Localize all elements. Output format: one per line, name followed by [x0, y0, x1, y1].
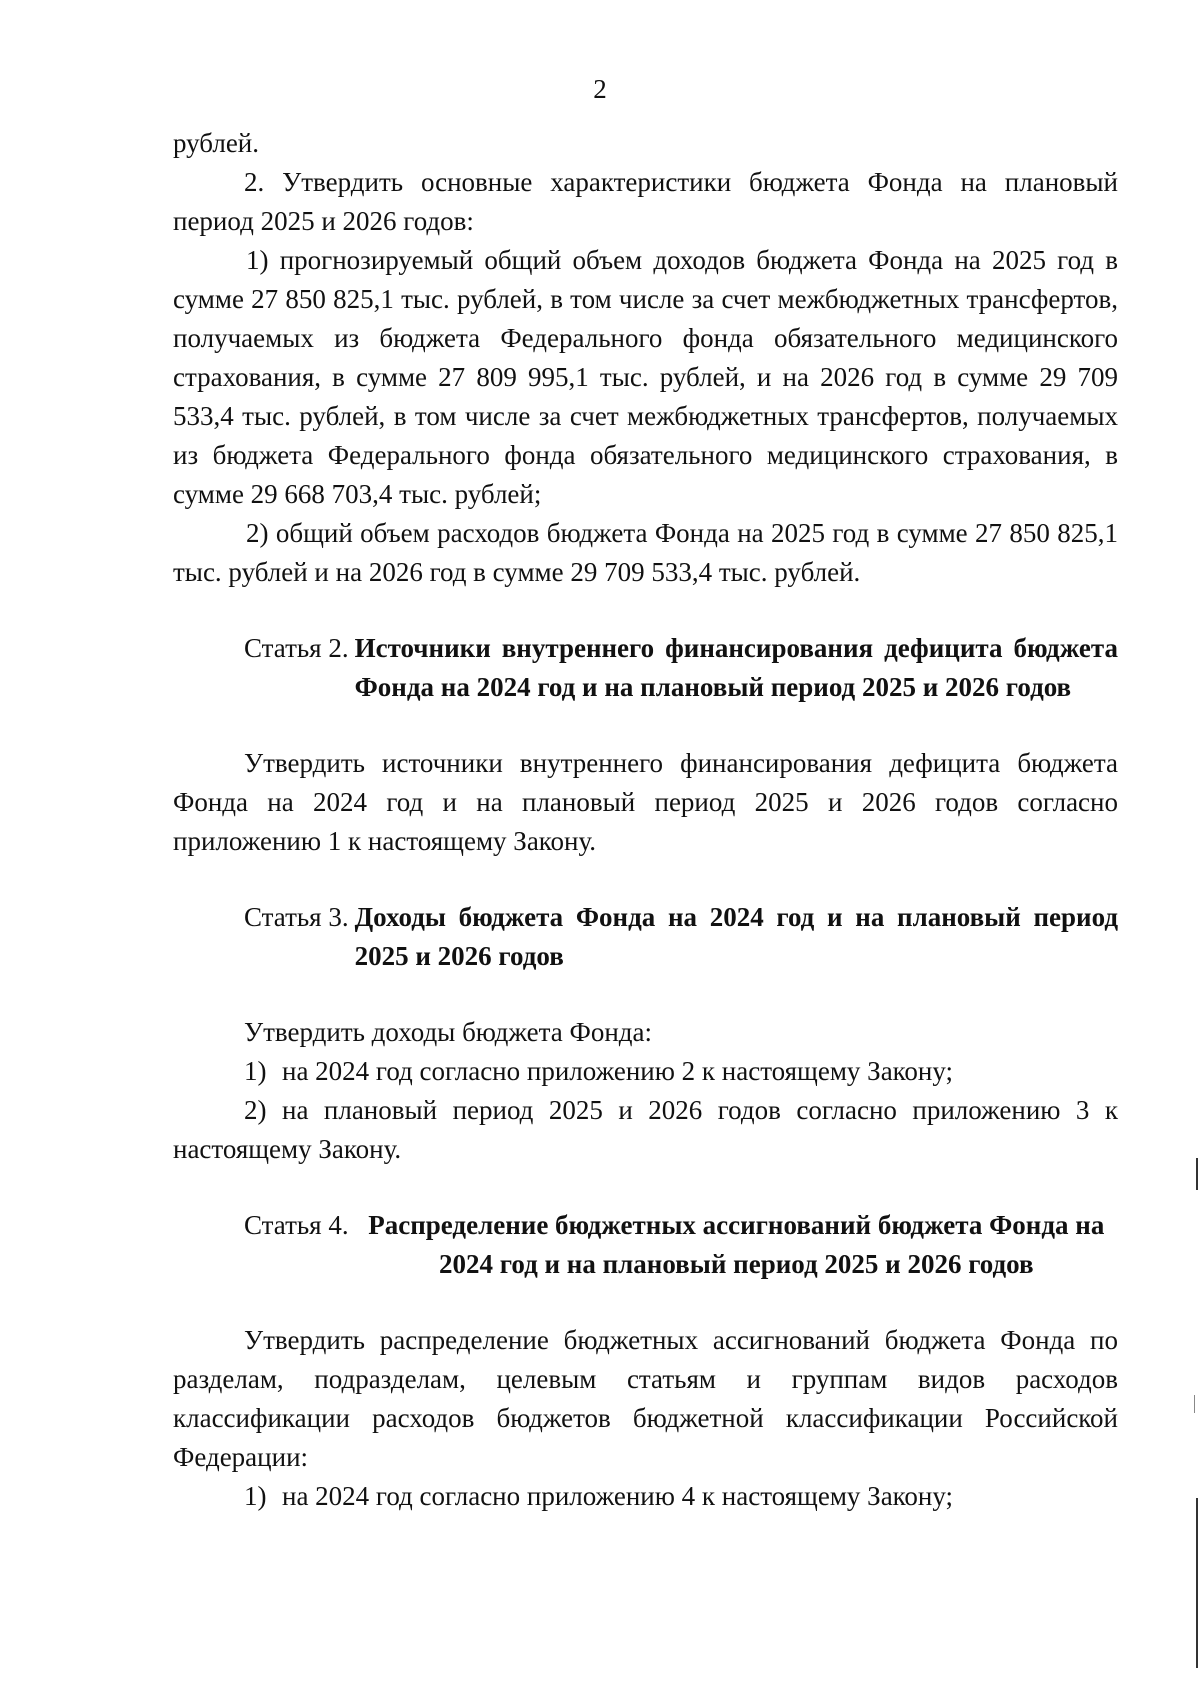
article-4-item-1	[173, 1477, 1118, 1516]
article-3-item-2	[173, 1091, 1118, 1169]
document-body	[173, 124, 1118, 1516]
article-3-intro: Утвердить доходы бюджета Фонда:	[244, 1017, 652, 1047]
article-3-item-2-text: на плановый период 2025 и 2026 годов согласно приложению 3 к настоящему Закону.	[173, 1095, 1118, 1164]
article-4-label: Статья 4.	[244, 1210, 349, 1240]
article-3-label: Статья 3.	[244, 902, 349, 932]
page-number: 2	[593, 74, 607, 104]
article-4-item-1-text: на 2024 год согласно приложению 4 к настоящему Закону;	[282, 1481, 954, 1511]
article-3-heading	[244, 898, 1118, 976]
article-3-item-1-text: на 2024 год согласно приложению 2 к настоящему Закону;	[282, 1056, 954, 1086]
scan-edge-mark	[1196, 1498, 1198, 1668]
article-3-item-1-num: 1)	[244, 1056, 267, 1086]
article-3-title: Доходы бюджета Фонда на 2024 год и на плановый период 2025 и 2026 годов	[354, 902, 1118, 971]
article-4-heading	[244, 1206, 1118, 1284]
article-3-item-2-num: 2)	[244, 1095, 267, 1125]
article-3-item-1	[173, 1052, 1118, 1091]
paragraph-subitem-2: 2) общий объем расходов бюджета Фонда на 2025 год в сумме 27 850 825,1 тыс. рублей и на 2026 год в сумме 29 709 533,4 тыс. рублей.	[173, 518, 1118, 587]
article-4-item-1-num: 1)	[244, 1481, 267, 1511]
article-4-paragraph: Утвердить распределение бюджетных ассигнований бюджета Фонда по разделам, подразделам, целевым статьям и группам видов расходов классификации расходов бюджетов бюджетной классификации Российской Федерации:	[173, 1325, 1118, 1472]
article-2-paragraph: Утвердить источники внутреннего финансирования дефицита бюджета Фонда на 2024 год и на плановый период 2025 и 2026 годов согласно приложению 1 к настоящему Закону.	[173, 748, 1118, 856]
paragraph-item-2: 2. Утвердить основные характеристики бюджета Фонда на плановый период 2025 и 2026 годов:	[173, 167, 1118, 236]
article-2-title: Источники внутреннего финансирования дефицита бюджета Фонда на 2024 год и на плановый период 2025 и 2026 годов	[354, 633, 1118, 702]
article-4-title: Распределение бюджетных ассигнований бюджета Фонда на 2024 год и на плановый период 2025 и 2026 годов	[368, 1210, 1105, 1279]
paragraph-subitem-1: 1) прогнозируемый общий объем доходов бюджета Фонда на 2025 год в сумме 27 850 825,1 тыс. рублей, в том числе за счет межбюджетных трансфертов, получаемых из бюджета Федерального фонда обязательного медицинского страхования, в сумме 27 809 995,1 тыс. рублей, и на 2026 год в сумме 29 709 533,4 тыс. рублей, в том числе за счет межбюджетных трансфертов, получаемых из бюджета Федерального фонда обязательного медицинского страхования, в сумме 29 668 703,4 тыс. рублей;	[173, 245, 1118, 509]
article-2-heading	[244, 629, 1118, 707]
paragraph-continuation: рублей.	[173, 128, 260, 158]
scan-edge-mark	[1196, 1158, 1198, 1190]
scan-edge-mark	[1194, 1395, 1195, 1413]
article-2-label: Статья 2.	[244, 633, 349, 663]
